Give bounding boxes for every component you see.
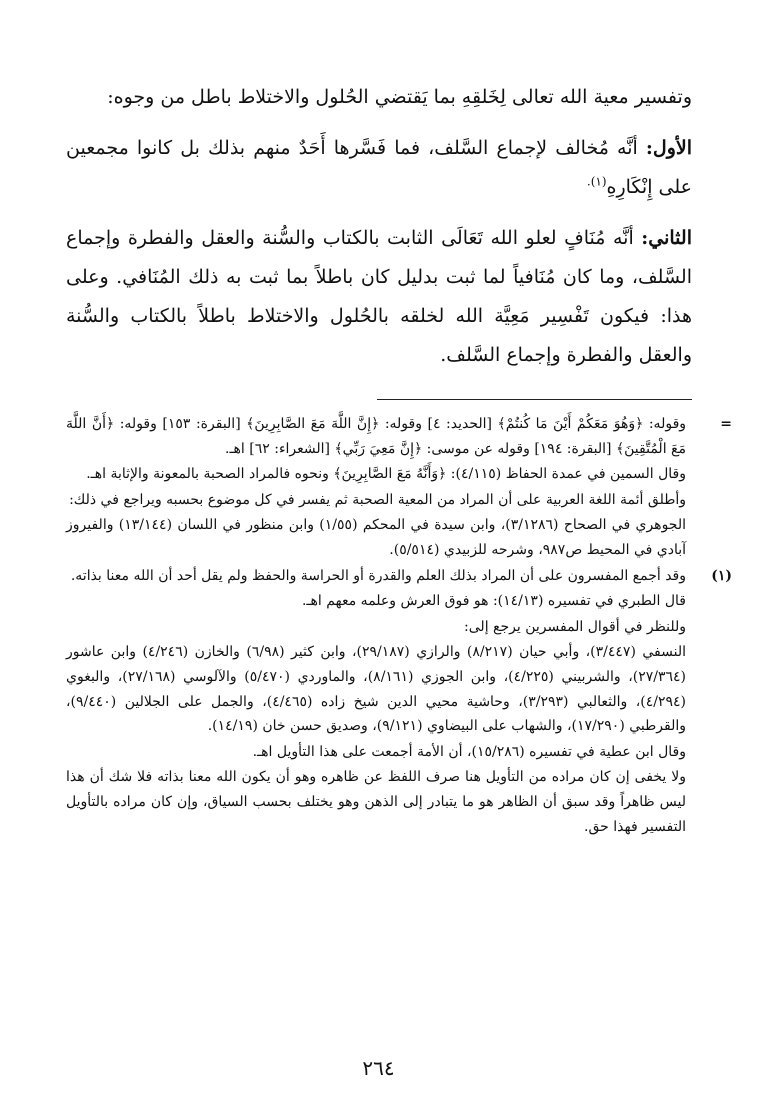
footnote-paragraph: وأطلق أئمة اللغة العربية على أن المراد من المعية الصحبة ثم يفسر في كل موضوع بحسبه ويراجع في ذلك: xyxy=(69,491,686,508)
footnote-ref-1: (١). xyxy=(586,174,607,189)
footnotes xyxy=(66,412,732,839)
footnote-paragraph: وقد أجمع المفسرون على أن المراد بذلك العلم والقدرة أو الحراسة والحفظ ولم يقل أحد أن الله معنا بذاته. xyxy=(70,567,686,584)
footnote-paragraph: وقوله: ﴿وَهُوَ مَعَكُمْ أَيْنَ مَا كُنتُمْ﴾ [الحديد: ٤] وقوله: ﴿إِنَّ اللَّهَ مَعَ الصَّابِرِينَ﴾ [البقرة: ١٥٣] وقوله: ﴿أَنَّ اللَّهَ مَعَ الْمُتَّقِينَ﴾ [البقرة: ١٩٤] وقوله عن موسى: ﴿إِنَّ مَعِيَ رَبِّي﴾ [الشعراء: ٦٢] اهـ. xyxy=(66,416,687,457)
footnote-paragraph: الجوهري في الصحاح (٣/١٢٨٦)، وابن سيدة في المحكم (١/٥٥) وابن منظور في اللسان (١٣/١٤٤) والفيروز آبادي في المحيط ص٩٨٧، وشرحه للزبيدي (٥/٥١٤). xyxy=(66,517,686,558)
first-point-label: الأول: xyxy=(645,137,692,159)
footnote-paragraph: وقال السمين في عمدة الحفاظ (٤/١١٥): ﴿وَأَنَّهُ مَعَ الصَّابِرِينَ﴾ ونحوه فالمراد الصحبة بالمعونة والإثابة اهـ. xyxy=(86,466,686,483)
footnote-continued xyxy=(66,412,732,563)
footnote-paragraph: وقال ابن عطية في تفسيره (١٥/٢٨٦)، أن الأمة أجمعت على هذا التأويل اهـ. xyxy=(252,743,686,760)
first-point-paragraph xyxy=(66,129,692,207)
second-point-paragraph xyxy=(66,219,692,375)
first-point-text: أنَّه مُخالف لإجماع السَّلف، فما فَسَّرها أَحَدٌ منهم بذلك بل كانوا مجمعين على إِنْكَارِهِ xyxy=(66,137,692,198)
footnote-divider xyxy=(377,399,692,400)
second-point-label: الثاني: xyxy=(641,227,692,249)
main-text xyxy=(66,78,692,375)
intro-paragraph xyxy=(66,78,692,117)
intro-text: وتفسير معية الله تعالى لِخَلقِهِ بما يَقتضي الحُلول والاختلاط باطل من وجوه: xyxy=(107,86,692,108)
footnote-marker-1: (١) xyxy=(711,567,732,584)
footnote-paragraph: قال الطبري في تفسيره (١٤/١٣): هو فوق العرش وعلمه معهم اهـ. xyxy=(301,593,686,610)
page-body xyxy=(66,78,732,840)
footnote-1 xyxy=(66,564,732,840)
footnote-paragraph: النسفي (٣/٤٤٧)، وأبي حيان (٨/٢١٧) والرازي (٢٩/١٨٧)، وابن كثير (٦/٩٨) والخازن (٤/٢٤٦) وابن عاشور (٢٧/٣٦٤)، والشربيني (٤/٢٢٥)، وابن الجوزي (٨/١٦١)، والماوردي (٥/٤٧٠) والآلوسي (٢٧/١٦٨)، والبغوي (٤/٢٩٤)، والثعالبي (٣/٢٩٣)، وحاشية محيي الدين شيخ زاده (٤/٤٦٥)، والجمل على الجلالين (٩/٤٤٠)، والقرطبي (١٧/٢٩٠)، والشهاب على البيضاوي (٩/١٢١)، وصديق حسن خان (١٤/١٩). xyxy=(66,644,687,735)
second-point-text: أنَّه مُنَافٍ لعلو الله تَعَالَى الثابت بالكتاب والسُّنة والعقل والفطرة وإجماع السَّلف، وما كان مُنَافياً لما ثبت بدليل كان باطلاً بما ثبت به ذلك المُنَافي. وعلى هذا: فيكون تَفْسِير مَعِيَّة الله لخلقه بالحُلول والاختلاط باطلاً بالكتاب والسُّنة والعقل والفطرة وإجماع السَّلف. xyxy=(66,227,692,366)
footnote-paragraph: وللنظر في أقوال المفسرين يرجع إلى: xyxy=(464,618,686,635)
page-number: ٢٦٤ xyxy=(362,1056,395,1080)
footnote-paragraph: ولا يخفى إن كان مراده من التأويل هنا صرف اللفظ عن ظاهره وهو أن يكون الله معنا بذاته فلا شك أن هذا ليس ظاهراً وقد سبق أن الظاهر هو ما يتبادر إلى الذهن وهو يختلف بحسب السياق، وإن كان مراده بالتأويل التفسير فهذا حق. xyxy=(66,769,686,835)
continuation-marker: = xyxy=(720,416,732,432)
